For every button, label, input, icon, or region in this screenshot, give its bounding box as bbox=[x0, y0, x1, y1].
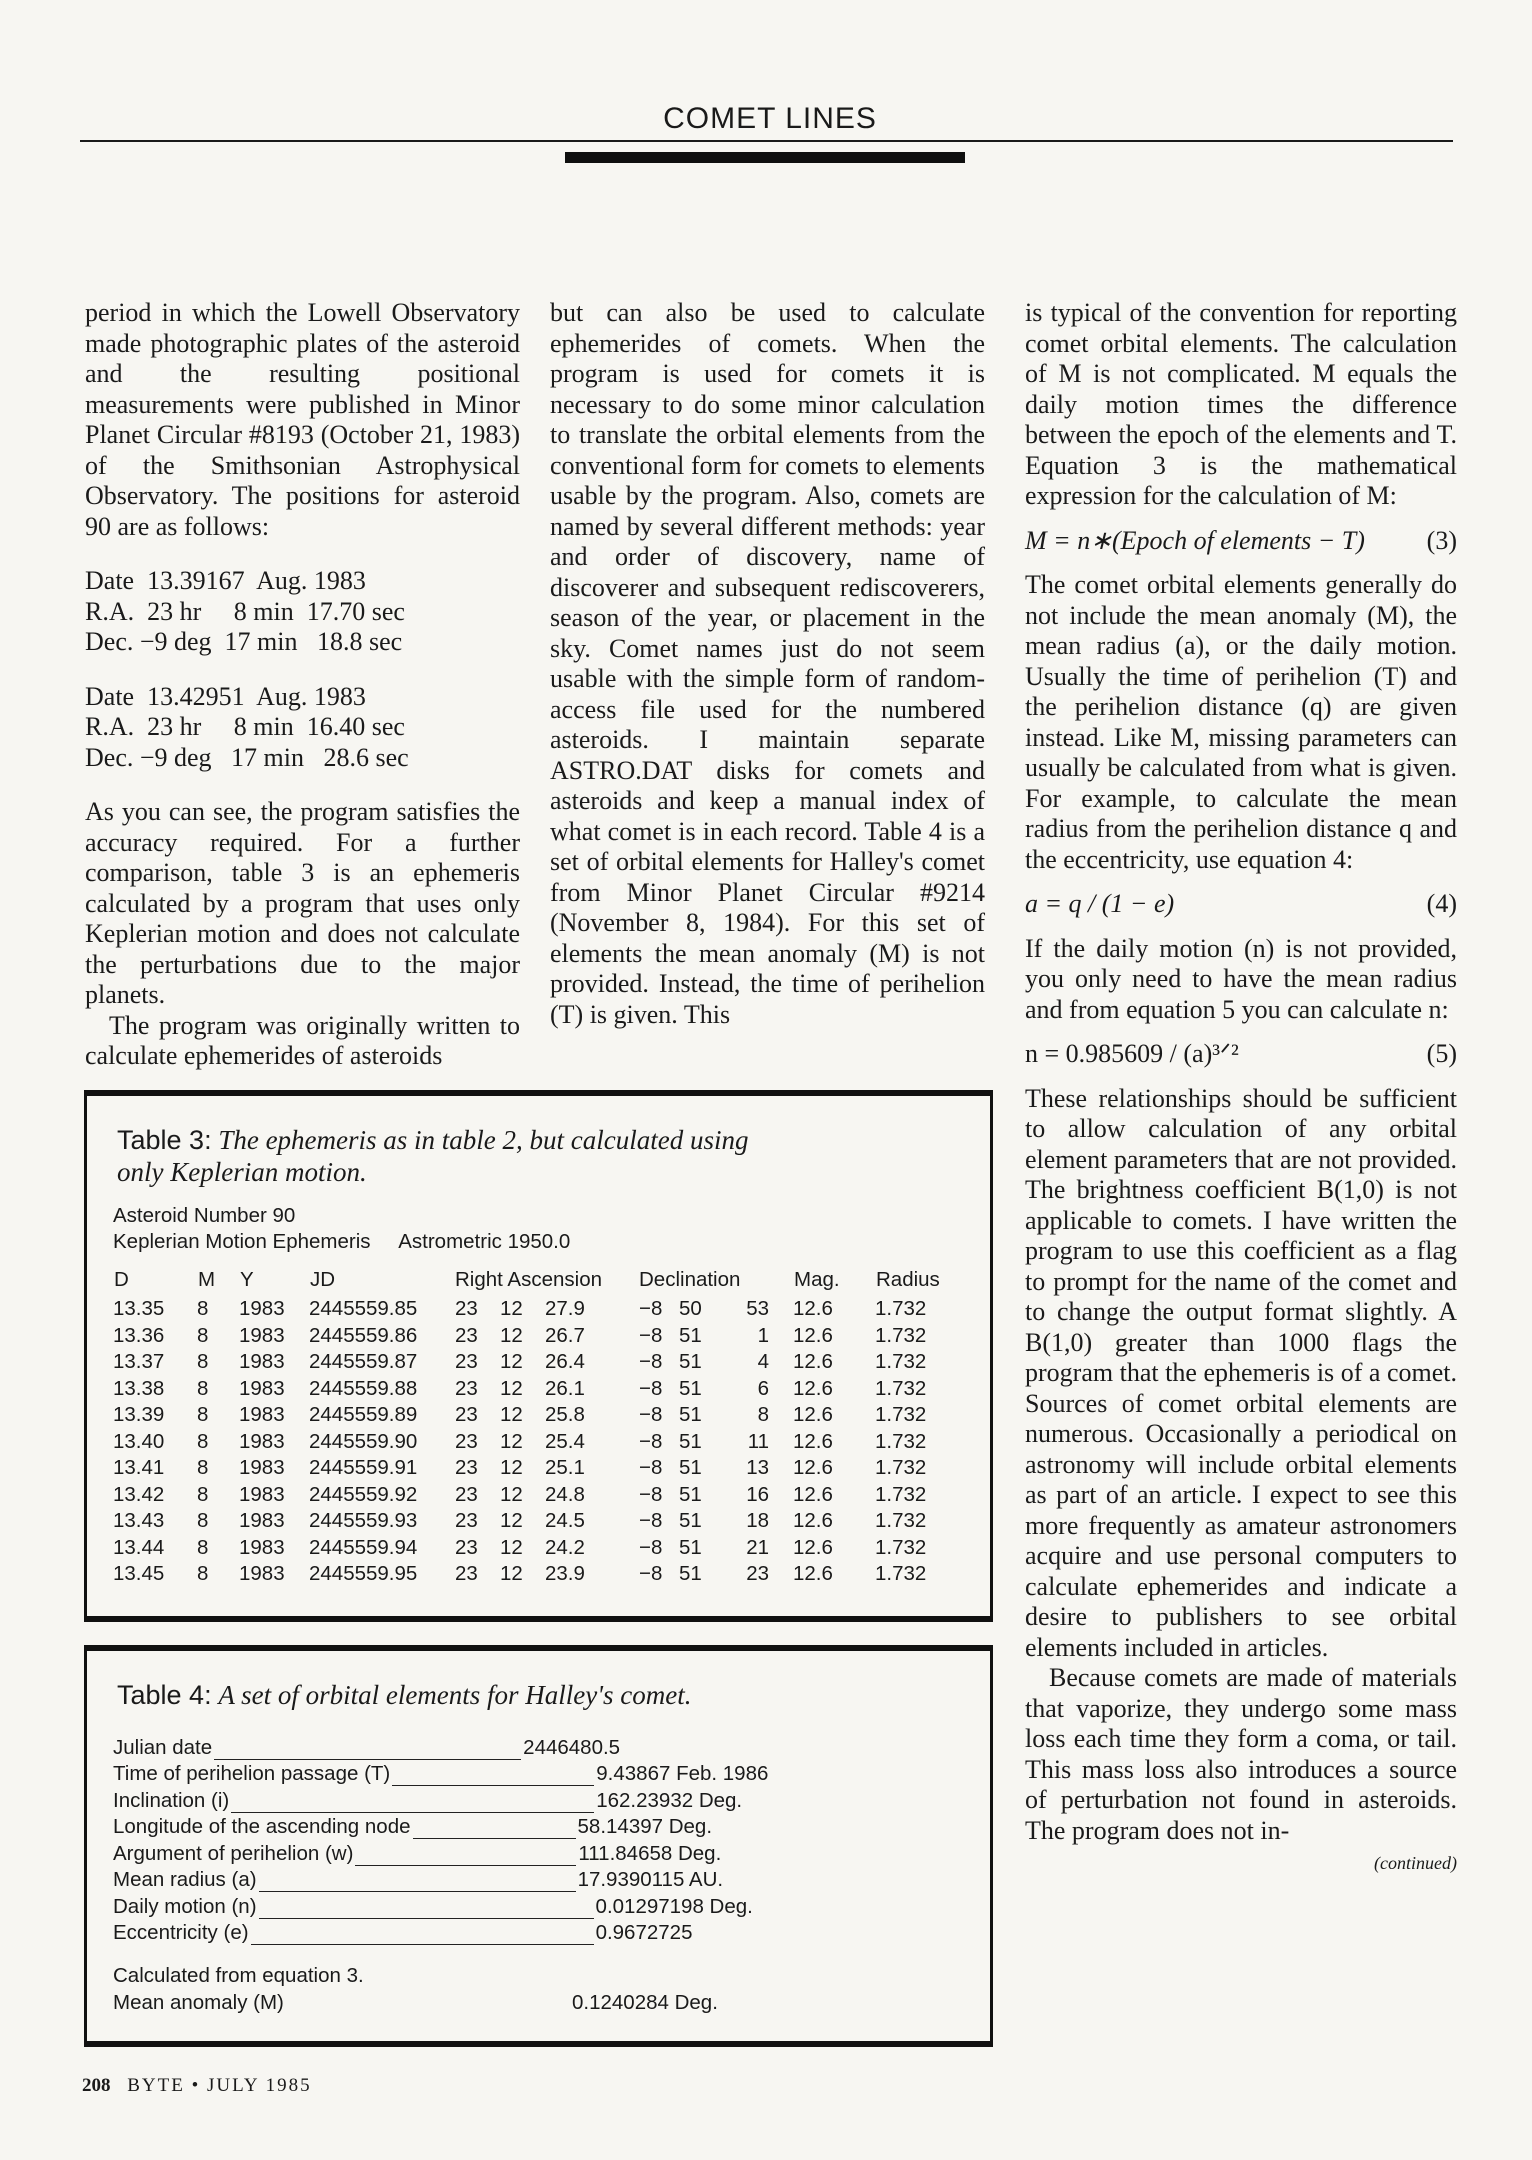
table-cell: 1.732 bbox=[875, 1562, 927, 1586]
table-cell: 12 bbox=[500, 1297, 523, 1321]
table-cell: 25.4 bbox=[545, 1429, 585, 1453]
leader-line bbox=[251, 1927, 594, 1945]
table-cell: 26.1 bbox=[545, 1376, 585, 1400]
column-1 bbox=[85, 298, 520, 1072]
table-cell: 1983 bbox=[239, 1535, 285, 1559]
table-cell: 8 bbox=[197, 1535, 209, 1559]
col-header-ra: Right Ascension bbox=[455, 1268, 603, 1291]
table-cell: 1983 bbox=[239, 1376, 285, 1400]
table-4-caption-text: A set of orbital elements for Halley's comet. bbox=[218, 1680, 692, 1710]
col2-paragraph-1: but can also be used to calculate ephemerides of comets. When the program is used for comets it is necessary to do some minor calculation to translate the orbital elements from the conventional form for comets to elements usable by the program. Also, comets are named by several different methods: year and order of discovery, name of discoverer and subsequent rediscoverers, season of the year, or placement in the sky. Comet names just do not seem usable with the simple form of random-access file used for the numbered asteroids. I maintain separate ASTRO.DAT disks for comets and asteroids and keep a manual index of what comet is in each record. Table 4 is a set of orbital elements for Halley's comet from Minor Planet Circular #9214 (November 8, 1984). For this set of elements the mean anomaly (M) is not provided. Instead, the time of perihelion (T) is given. This bbox=[550, 298, 985, 1029]
table-cell: 12 bbox=[500, 1535, 523, 1559]
table-cell: 1.732 bbox=[875, 1456, 927, 1480]
orbital-element-label: Daily motion (n) bbox=[113, 1894, 257, 1918]
orbital-element-value: 111.84658 Deg. bbox=[578, 1841, 722, 1865]
table-cell: 12.6 bbox=[793, 1456, 833, 1480]
equation-5-text: n = 0.985609 / (a)³ᐟ² bbox=[1025, 1039, 1239, 1068]
table-cell: 13.37 bbox=[113, 1350, 165, 1374]
table-cell: 13.36 bbox=[113, 1323, 165, 1347]
table-cell: 2445559.93 bbox=[309, 1509, 418, 1533]
table-cell: 12.6 bbox=[793, 1297, 833, 1321]
orbital-element-row bbox=[113, 1733, 813, 1760]
table-cell: 1983 bbox=[239, 1403, 285, 1427]
table-cell: −8 bbox=[639, 1350, 663, 1374]
col3-paragraph-2: The comet orbital elements generally do not include the mean anomaly (M), the mean radius (a), or the daily motion. Usually the time of perihelion (T) and the perihelion distance (q) are given instead. Like M, missing parameters can usually be calculated from what is given. For example, to calculate the mean radius from the perihelion distance q and the eccentricity, use equation 4: bbox=[1025, 570, 1457, 874]
leader-line bbox=[355, 1848, 576, 1866]
equation-3-number: (3) bbox=[1426, 525, 1457, 555]
table-cell: 12.6 bbox=[793, 1376, 833, 1400]
table-cell: 8 bbox=[757, 1403, 769, 1427]
table-cell: 13 bbox=[746, 1456, 769, 1480]
table-cell: 12.6 bbox=[793, 1509, 833, 1533]
position-line: R.A. 23 hr 8 min 17.70 sec bbox=[85, 596, 405, 626]
table-3-caption-text: The ephemeris as in table 2, but calculated using only Keplerian motion. bbox=[117, 1125, 749, 1187]
col3-paragraph-4: These relationships should be sufficient to allow calculation of any orbital element parameters that are not provided. The brightness coefficient B(1,0) is not applicable to comets. I have written the program to use this coefficient as a flag to prompt for the name of the comet and to change the output format slightly. A B(1,0) greater than 1000 flags the program that the ephemeris is of a comet. Sources of comet orbital elements are numerous. Occasionally a periodical on astronomy will include orbital elements as part of an article. I expect to see this more frequently as amateur astronomers acquire and use personal computers to calculate ephemerides and indicate a desire to publishers to see orbital elements included in articles. bbox=[1025, 1083, 1457, 1662]
table-cell: 2445559.95 bbox=[309, 1562, 418, 1586]
position-block-2 bbox=[85, 682, 520, 774]
table-row bbox=[113, 1535, 947, 1562]
table-3-ephemeris-type: Keplerian Motion Ephemeris bbox=[113, 1230, 371, 1253]
continued-note-wrap bbox=[1025, 1846, 1457, 1879]
table-cell: 2445559.90 bbox=[309, 1429, 418, 1453]
table-cell: 1.732 bbox=[875, 1482, 927, 1506]
orbital-element-value: 2446480.5 bbox=[523, 1735, 621, 1759]
col3-paragraph-5: Because comets are made of materials that vaporize, they undergo some mass loss each time they form a coma, or tail. This mass loss also introduces a source of perturbation not found in asteroids. The program does not in- bbox=[1025, 1663, 1457, 1845]
table-cell: 1.732 bbox=[875, 1509, 927, 1533]
table-cell: 2445559.91 bbox=[309, 1456, 418, 1480]
table-cell: 23 bbox=[746, 1562, 769, 1586]
table-cell: 27.9 bbox=[545, 1297, 585, 1321]
table-cell: 8 bbox=[197, 1297, 209, 1321]
table-cell: 23 bbox=[455, 1456, 478, 1480]
table-cell: 1.732 bbox=[875, 1429, 927, 1453]
table-cell: 1983 bbox=[239, 1456, 285, 1480]
table-cell: 51 bbox=[679, 1350, 702, 1374]
orbital-element-value: 58.14397 Deg. bbox=[577, 1815, 713, 1838]
table-header-row bbox=[113, 1264, 947, 1296]
table-cell: 1.732 bbox=[875, 1376, 927, 1400]
table-cell: 1983 bbox=[239, 1429, 285, 1453]
table-cell: 23 bbox=[455, 1350, 478, 1374]
table-cell: 2445559.92 bbox=[309, 1482, 418, 1506]
table-cell: −8 bbox=[639, 1456, 663, 1480]
table-cell: 12.6 bbox=[793, 1403, 833, 1427]
table-4-caption bbox=[117, 1679, 917, 1711]
table-row bbox=[113, 1296, 947, 1323]
col-header-y: Y bbox=[240, 1268, 254, 1291]
col1-paragraph-2: As you can see, the program satisfies the accuracy required. For a further comparison, table 3 is an ephemeris calculated by a program that uses only Keplerian motion and does not calculate the perturbations due to the major planets. bbox=[85, 797, 520, 1009]
col-header-radius: Radius bbox=[876, 1268, 940, 1291]
orbital-element-label: Mean radius (a) bbox=[113, 1868, 257, 1891]
table-cell: 51 bbox=[679, 1562, 702, 1586]
table-cell: 2445559.86 bbox=[309, 1323, 418, 1347]
table-cell: 12 bbox=[500, 1376, 523, 1400]
orbital-element-label: Eccentricity (e) bbox=[113, 1921, 249, 1944]
table-row bbox=[113, 1482, 947, 1509]
table-cell: −8 bbox=[639, 1562, 663, 1586]
table-cell: 21 bbox=[746, 1535, 769, 1559]
table-cell: 24.2 bbox=[545, 1535, 585, 1559]
col-header-dec: Declination bbox=[639, 1268, 741, 1291]
position-line: Date 13.39167 Aug. 1983 bbox=[85, 566, 366, 595]
table-cell: 51 bbox=[679, 1535, 702, 1559]
table-cell: 12 bbox=[500, 1456, 523, 1480]
continued-note: (continued) bbox=[1374, 1853, 1457, 1873]
orbital-element-value: 162.23932 Deg. bbox=[596, 1788, 743, 1812]
orbital-element-row bbox=[113, 1892, 813, 1919]
position-line: Date 13.42951 Aug. 1983 bbox=[85, 681, 366, 711]
table-cell: 1.732 bbox=[875, 1350, 927, 1374]
page-footer bbox=[82, 2075, 312, 2097]
table-cell: 1983 bbox=[239, 1323, 285, 1347]
col-header-d: D bbox=[114, 1268, 129, 1291]
table-cell: 2445559.88 bbox=[309, 1376, 418, 1400]
table-cell: −8 bbox=[639, 1323, 663, 1347]
table-cell: 13.45 bbox=[113, 1562, 165, 1586]
table-cell: 8 bbox=[197, 1403, 209, 1427]
table-cell: −8 bbox=[639, 1535, 663, 1559]
orbital-element-label: Argument of perihelion (w) bbox=[113, 1841, 354, 1865]
table-cell: 1983 bbox=[239, 1297, 285, 1321]
position-block-1 bbox=[85, 566, 520, 658]
table-cell: 26.7 bbox=[545, 1323, 585, 1347]
leader-line bbox=[214, 1742, 521, 1760]
table-cell: 2445559.94 bbox=[309, 1535, 418, 1559]
table-cell: −8 bbox=[639, 1403, 663, 1427]
page-number: 208 bbox=[82, 2075, 111, 2096]
table-cell: 8 bbox=[197, 1350, 209, 1374]
column-2 bbox=[550, 298, 985, 1030]
table-cell: 24.5 bbox=[545, 1509, 585, 1533]
table-3-ephemeris-line bbox=[113, 1230, 570, 1256]
orbital-element-label: Julian date bbox=[113, 1735, 213, 1759]
col-header-jd: JD bbox=[310, 1268, 336, 1291]
table-cell: 16 bbox=[746, 1482, 769, 1506]
orbital-element-row bbox=[113, 1839, 813, 1866]
table-row bbox=[113, 1508, 947, 1535]
equation-3 bbox=[1025, 526, 1457, 557]
position-line: R.A. 23 hr 8 min 16.40 sec bbox=[85, 712, 405, 741]
orbital-element-label: Inclination (i) bbox=[113, 1788, 230, 1812]
table-cell: 13.44 bbox=[113, 1535, 165, 1559]
table-cell: 8 bbox=[197, 1482, 209, 1506]
table-cell: 12 bbox=[500, 1429, 523, 1453]
equation-4-number: (4) bbox=[1426, 889, 1457, 918]
col3-paragraph-3: If the daily motion (n) is not provided, you only need to have the mean radius and from equation 5 you can calculate n: bbox=[1025, 933, 1457, 1024]
table-cell: 8 bbox=[197, 1562, 209, 1586]
table-cell: 8 bbox=[197, 1323, 209, 1347]
table-cell: 1983 bbox=[239, 1562, 285, 1586]
table-cell: −8 bbox=[639, 1482, 663, 1506]
table-cell: 12 bbox=[500, 1323, 523, 1347]
table-cell: 25.1 bbox=[545, 1456, 585, 1480]
table-cell: 12.6 bbox=[793, 1535, 833, 1559]
table-cell: 1983 bbox=[239, 1482, 285, 1506]
table-cell: 12 bbox=[500, 1403, 523, 1427]
table-cell: 12 bbox=[500, 1509, 523, 1533]
equation-4 bbox=[1025, 889, 1457, 920]
table-cell: 1 bbox=[757, 1323, 769, 1347]
table-cell: 53 bbox=[746, 1297, 769, 1321]
table-cell: 13.35 bbox=[113, 1297, 165, 1321]
table-cell: 2445559.89 bbox=[309, 1403, 418, 1427]
table-cell: 6 bbox=[757, 1376, 769, 1400]
table-cell: 12 bbox=[500, 1482, 523, 1506]
table-cell: 51 bbox=[679, 1509, 702, 1533]
mean-anomaly-value: 0.1240284 Deg. bbox=[572, 1991, 718, 2014]
table-cell: 12 bbox=[500, 1562, 523, 1586]
table-cell: 11 bbox=[747, 1429, 769, 1453]
table-4-label: Table 4: bbox=[117, 1680, 212, 1710]
table-cell: 23 bbox=[455, 1509, 478, 1533]
table-row bbox=[113, 1402, 947, 1429]
table-cell: 8 bbox=[197, 1429, 209, 1453]
col1-paragraph-1: period in which the Lowell Observatory made photographic plates of the asteroid and the resulting positional measurements were published in Minor Planet Circular #8193 (October 21, 1983) of the Smithsonian Astrophysical Observatory. The positions for asteroid 90 are as follows: bbox=[85, 298, 520, 541]
magazine-issue: BYTE • JULY 1985 bbox=[127, 2075, 312, 2096]
table-cell: 13.39 bbox=[113, 1403, 165, 1427]
table-cell: 13.38 bbox=[113, 1376, 165, 1400]
orbital-element-label: Time of perihelion passage (T) bbox=[113, 1762, 391, 1785]
leader-line bbox=[413, 1821, 576, 1839]
orbital-element-value: 0.01297198 Deg. bbox=[595, 1894, 753, 1918]
position-line: Dec. −9 deg 17 min 28.6 sec bbox=[85, 742, 409, 772]
table-cell: 12.6 bbox=[793, 1482, 833, 1506]
table-cell: 8 bbox=[197, 1376, 209, 1400]
col-header-m: M bbox=[198, 1268, 216, 1291]
table-cell: 12 bbox=[500, 1350, 523, 1374]
table-cell: 51 bbox=[679, 1376, 702, 1400]
orbital-elements-list bbox=[113, 1733, 813, 1945]
equation-4-text: a = q / (1 − e) bbox=[1025, 889, 1175, 918]
page-header-title: COMET LINES bbox=[663, 102, 877, 135]
table-cell: −8 bbox=[639, 1376, 663, 1400]
orbital-element-value: 17.9390115 AU. bbox=[577, 1868, 724, 1891]
equation-5 bbox=[1025, 1039, 1457, 1070]
table-cell: 8 bbox=[197, 1456, 209, 1480]
table-cell: 1983 bbox=[239, 1509, 285, 1533]
table-cell: −8 bbox=[639, 1509, 663, 1533]
orbital-element-row bbox=[113, 1786, 813, 1813]
table-cell: 24.8 bbox=[545, 1482, 585, 1506]
table-3-box bbox=[84, 1090, 993, 1622]
ephemeris-table bbox=[113, 1264, 947, 1588]
col-header-mag: Mag. bbox=[794, 1268, 840, 1291]
table-cell: 23 bbox=[455, 1297, 478, 1321]
table-3-body bbox=[113, 1296, 947, 1588]
table-row bbox=[113, 1455, 947, 1482]
table-cell: 13.42 bbox=[113, 1482, 165, 1506]
header-rule bbox=[80, 140, 1453, 142]
table-cell: 12.6 bbox=[793, 1350, 833, 1374]
table-cell: 23 bbox=[455, 1535, 478, 1559]
table-cell: 23 bbox=[455, 1323, 478, 1347]
header-bar bbox=[565, 152, 965, 163]
leader-line bbox=[259, 1874, 576, 1892]
col1-paragraph-3: The program was originally written to calculate ephemerides of asteroids bbox=[85, 1010, 520, 1070]
table-cell: 12.6 bbox=[793, 1323, 833, 1347]
table-row bbox=[113, 1376, 947, 1403]
table-4-box bbox=[84, 1645, 993, 2047]
table-cell: −8 bbox=[639, 1429, 663, 1453]
leader-line bbox=[231, 1795, 594, 1813]
table-cell: 51 bbox=[679, 1323, 702, 1347]
leader-line bbox=[259, 1901, 594, 1919]
table-row bbox=[113, 1323, 947, 1350]
equation-3-text: M = n∗(Epoch of elements − T) bbox=[1025, 525, 1365, 555]
table-cell: 1.732 bbox=[875, 1535, 927, 1559]
table-cell: 51 bbox=[679, 1456, 702, 1480]
table-cell: 2445559.85 bbox=[309, 1297, 418, 1321]
table-cell: 1.732 bbox=[875, 1297, 927, 1321]
table-cell: 1983 bbox=[239, 1350, 285, 1374]
table-row bbox=[113, 1561, 947, 1588]
table-cell: 2445559.87 bbox=[309, 1350, 418, 1374]
table-cell: 51 bbox=[679, 1482, 702, 1506]
orbital-element-label: Longitude of the ascending node bbox=[113, 1815, 411, 1838]
table-cell: 23 bbox=[455, 1562, 478, 1586]
column-3 bbox=[1025, 298, 1457, 1879]
table-cell: 13.41 bbox=[113, 1456, 165, 1480]
table-cell: 23 bbox=[455, 1429, 478, 1453]
table-3-label: Table 3: bbox=[117, 1125, 212, 1155]
table-cell: 13.40 bbox=[113, 1429, 165, 1453]
table-row bbox=[113, 1429, 947, 1456]
orbital-element-value: 9.43867 Feb. 1986 bbox=[596, 1762, 769, 1785]
table-row bbox=[113, 1349, 947, 1376]
table-cell: 23.9 bbox=[545, 1562, 585, 1586]
orbital-element-row bbox=[113, 1866, 813, 1893]
table-cell: 23 bbox=[455, 1482, 478, 1506]
mean-anomaly-label: Mean anomaly (M) bbox=[113, 1991, 284, 2014]
equation-5-number: (5) bbox=[1426, 1039, 1457, 1068]
table-cell: 12.6 bbox=[793, 1562, 833, 1586]
table-cell: 23 bbox=[455, 1403, 478, 1427]
table-cell: 23 bbox=[455, 1376, 478, 1400]
orbital-element-row bbox=[113, 1760, 813, 1787]
table-3-caption bbox=[117, 1124, 797, 1188]
orbital-element-row bbox=[113, 1813, 813, 1840]
leader-line bbox=[392, 1768, 594, 1786]
orbital-element-row bbox=[113, 1919, 813, 1946]
table-cell: 8 bbox=[197, 1509, 209, 1533]
table-cell: 1.732 bbox=[875, 1403, 927, 1427]
col3-paragraph-1: is typical of the convention for reporting comet orbital elements. The calculation of M is not complicated. M equals the daily motion times the difference between the epoch of the elements and T. Equation 3 is the mathematical expression for the calculation of M: bbox=[1025, 298, 1457, 510]
table-3-asteroid-line: Asteroid Number 90 bbox=[113, 1204, 296, 1227]
table-cell: 18 bbox=[746, 1509, 769, 1533]
table-cell: 51 bbox=[679, 1403, 702, 1427]
table-cell: 51 bbox=[679, 1429, 702, 1453]
table-cell: 13.43 bbox=[113, 1509, 165, 1533]
table-cell: 1.732 bbox=[875, 1323, 927, 1347]
table-cell: 25.8 bbox=[545, 1403, 585, 1427]
orbital-element-value: 0.9672725 bbox=[595, 1921, 693, 1944]
table-4-note: Calculated from equation 3. bbox=[113, 1964, 364, 1987]
table-cell: 4 bbox=[757, 1350, 769, 1374]
table-cell: 50 bbox=[679, 1297, 702, 1321]
table-3-heading bbox=[113, 1204, 570, 1256]
position-line: Dec. −9 deg 17 min 18.8 sec bbox=[85, 627, 403, 656]
table-3-astrometric: Astrometric 1950.0 bbox=[398, 1230, 571, 1253]
table-cell: 12.6 bbox=[793, 1429, 833, 1453]
table-cell: 26.4 bbox=[545, 1350, 585, 1374]
table-cell: −8 bbox=[639, 1297, 663, 1321]
